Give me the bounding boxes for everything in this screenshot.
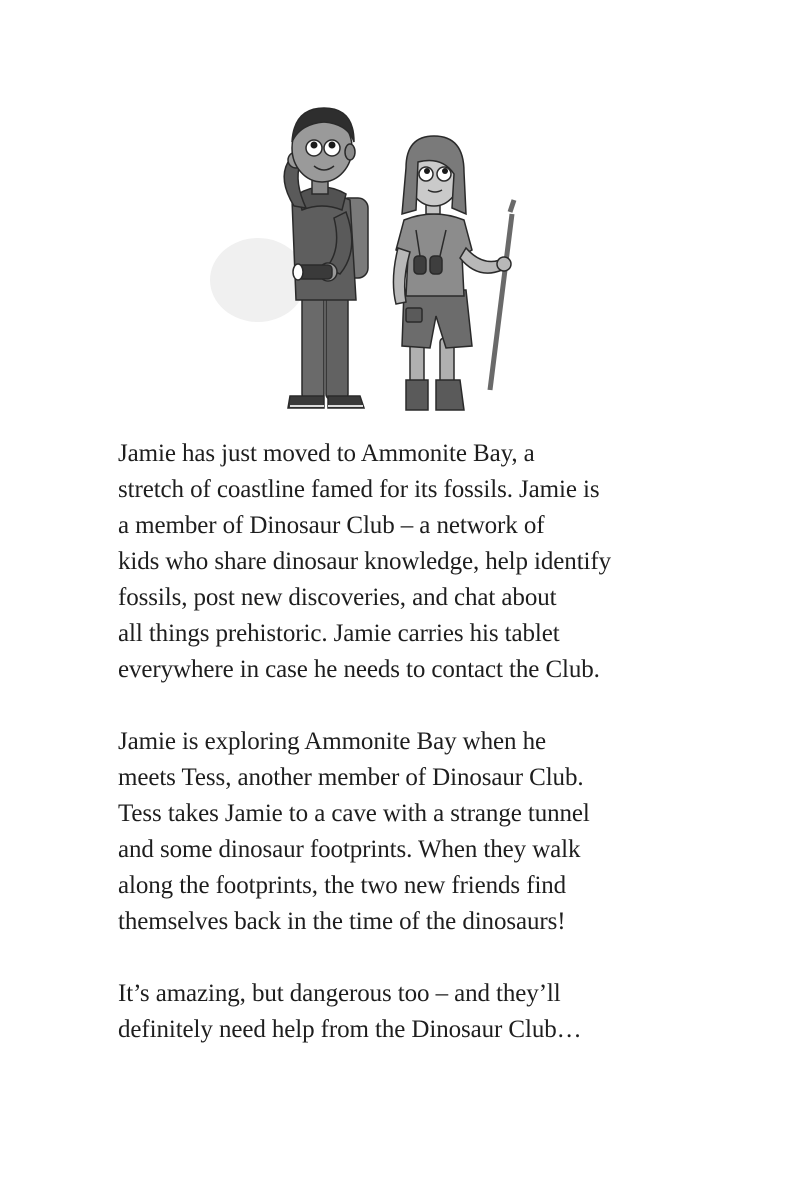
text-line: Tess takes Jamie to a cave with a strange tunnel (118, 800, 590, 827)
blurb-text (118, 436, 698, 1048)
text-line: meets Tess, another member of Dinosaur Club. (118, 764, 584, 791)
text-line: themselves back in the time of the dinosaurs! (118, 908, 566, 935)
text-line: and some dinosaur footprints. When they walk (118, 836, 581, 863)
jamie-figure (284, 108, 368, 408)
illustration-jamie-and-tess (210, 90, 550, 420)
text-line: kids who share dinosaur knowledge, help identify (118, 548, 612, 575)
text-line: Jamie has just moved to Ammonite Bay, a (118, 440, 535, 467)
text-line: Jamie is exploring Ammonite Bay when he (118, 728, 546, 755)
text-line: stretch of coastline famed for its fossils. Jamie is (118, 476, 600, 503)
text-line: everywhere in case he needs to contact the Club. (118, 656, 600, 683)
text-line: all things prehistoric. Jamie carries his tablet (118, 620, 560, 647)
text-line: It’s amazing, but dangerous too – and they’ll (118, 980, 561, 1007)
tess-figure (393, 136, 514, 410)
paragraph-3 (118, 976, 698, 1048)
text-line: definitely need help from the Dinosaur Club… (118, 1016, 582, 1043)
paragraph-2 (118, 724, 698, 940)
text-line: fossils, post new discoveries, and chat about (118, 584, 557, 611)
text-line: a member of Dinosaur Club – a network of (118, 512, 545, 539)
paragraph-1 (118, 436, 698, 688)
text-line: along the footprints, the two new friends find (118, 872, 567, 899)
